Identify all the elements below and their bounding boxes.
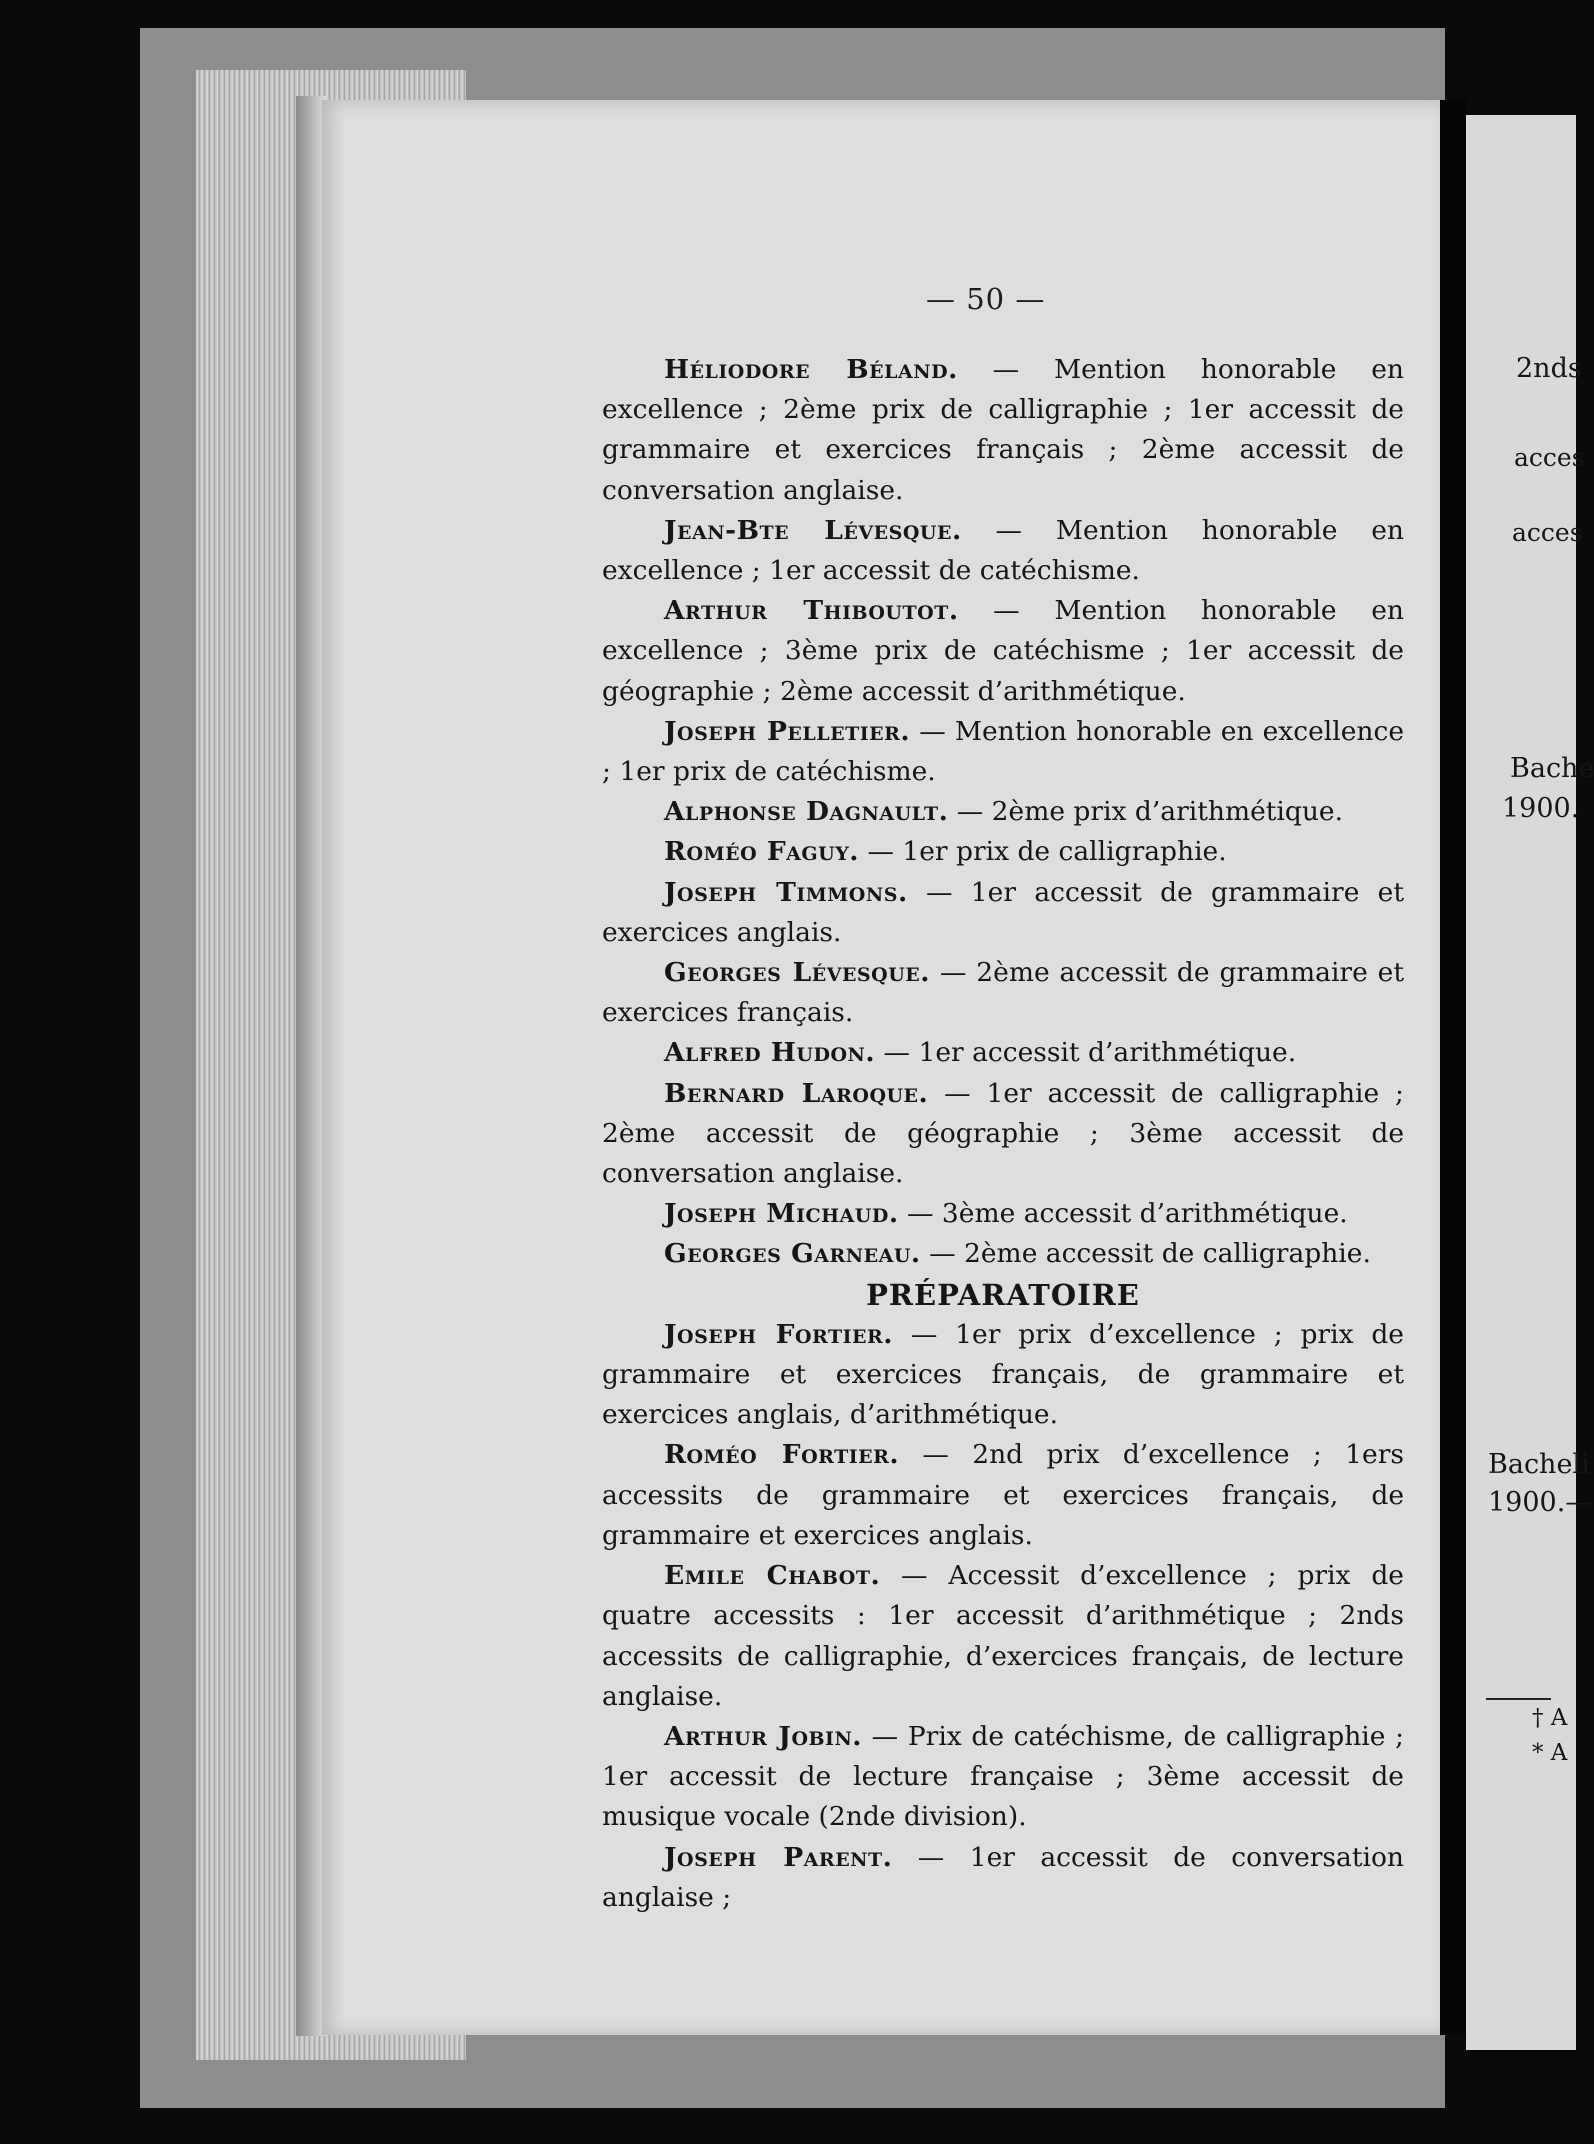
entry-text: — 3ème accessit d’arithmétique. xyxy=(898,1198,1348,1230)
entry-name: Bernard Laroque. xyxy=(664,1077,929,1109)
entry-1 xyxy=(602,350,1404,511)
entry-name: Joseph Timmons. xyxy=(664,876,908,908)
entry-text: — Mention honorable en excellence ; 3ème prix de catéchisme ; 1er accessit de géographie ; 2ème accessit d’arithmétique. xyxy=(602,595,1404,707)
entry-14 xyxy=(602,1435,1404,1556)
entry-name: Emile Chabot. xyxy=(664,1560,881,1592)
entry-12 xyxy=(602,1234,1404,1274)
entry-2 xyxy=(602,511,1404,591)
entry-name: Joseph Pelletier. xyxy=(664,715,911,747)
entry-name: Alphonse Dagnault. xyxy=(664,796,949,828)
entry-name: Joseph Parent. xyxy=(664,1841,893,1873)
facing-page-text: Bache xyxy=(1510,753,1594,784)
section-heading: PRÉPARATOIRE xyxy=(866,1277,1140,1312)
entry-name: Joseph Fortier. xyxy=(664,1318,894,1350)
facing-page-text: 2nds xyxy=(1516,353,1582,384)
entry-text: — 2ème prix d’arithmétique. xyxy=(948,796,1344,828)
entry-text: — 2ème accessit de calligraphie. xyxy=(920,1238,1371,1270)
entry-name: Arthur Jobin. xyxy=(664,1720,863,1752)
entry-8 xyxy=(602,953,1404,1033)
facing-page-text: * A xyxy=(1532,1740,1568,1766)
entry-text: — Prix de catéchisme, de calligraphie ; 1er accessit de lecture française ; 3ème accessit de musique vocale (2nde division). xyxy=(602,1720,1405,1833)
entry-text: — Mention honorable en excellence ; 2ème prix de calligraphie ; 1er accessit de grammaire et exercices français ; 2ème accessit de conversation anglaise. xyxy=(602,354,1404,506)
entry-6 xyxy=(602,832,1404,872)
entry-16 xyxy=(602,1717,1404,1838)
entry-text: — 1er accessit de grammaire et exercices anglais. xyxy=(602,876,1405,948)
entry-name: Arthur Thiboutot. xyxy=(664,595,959,627)
page-gutter-shadow xyxy=(1440,100,1466,2035)
entry-text: — 1er accessit de calligraphie ; 2ème accessit de géographie ; 3ème accessit de conversation anglaise. xyxy=(602,1077,1404,1190)
entry-text: — 1er accessit d’arithmétique. xyxy=(875,1037,1297,1069)
entry-text: — 2nd prix d’excellence ; 1ers accessits de grammaire et exercices français, de grammaire et exercices anglais. xyxy=(602,1439,1404,1551)
facing-page-text: acces xyxy=(1512,518,1583,547)
footnote-rule xyxy=(1486,1698,1551,1700)
page-number: — 50 — xyxy=(926,282,1046,316)
entry-13 xyxy=(602,1315,1404,1436)
entry-text: — 1er prix d’excellence ; prix de grammaire et exercices français, de grammaire et exercices anglais, d’arithmétique. xyxy=(602,1318,1404,1431)
entry-10 xyxy=(602,1074,1404,1195)
entry-5 xyxy=(602,792,1404,832)
entry-17 xyxy=(602,1838,1404,1918)
entry-text: — Mention honorable en excellence ; 1er prix de catéchisme. xyxy=(602,715,1405,788)
facing-page-text: acces xyxy=(1514,443,1585,472)
entry-name: Georges Garneau. xyxy=(664,1238,921,1270)
page-text xyxy=(602,350,1404,1918)
facing-page-text: 1900.— xyxy=(1488,1487,1593,1518)
entry-name: Héliodore Béland. xyxy=(664,354,958,385)
entry-name: Alfred Hudon. xyxy=(664,1037,876,1069)
entry-text: — Accessit d’excellence ; prix de quatre accessits : 1er accessit d’arithmétique ; 2nds accessits de calligraphie, d’exercices français, de lecture anglaise. xyxy=(602,1560,1404,1712)
entry-9 xyxy=(602,1033,1404,1073)
entry-text: — 1er accessit de conversation anglaise ; xyxy=(602,1841,1404,1913)
entry-15 xyxy=(602,1556,1404,1717)
facing-page xyxy=(1466,115,1594,2050)
entry-text: — 2ème accessit de grammaire et exercices français. xyxy=(602,957,1404,1029)
facing-page-text: 1900. xyxy=(1502,793,1580,824)
entry-3 xyxy=(602,591,1404,712)
entry-name: Georges Lévesque. xyxy=(664,957,930,989)
entry-11 xyxy=(602,1194,1404,1234)
facing-page-text: Bacheli xyxy=(1488,1449,1590,1480)
entry-4 xyxy=(602,712,1404,792)
entry-text: — 1er prix de calligraphie. xyxy=(859,836,1227,868)
entry-name: Jean-Bte Lévesque. xyxy=(664,514,962,546)
entry-name: Joseph Michaud. xyxy=(664,1198,899,1230)
facing-page-text: † A xyxy=(1532,1705,1568,1731)
entry-name: Roméo Fortier. xyxy=(664,1439,900,1471)
entry-7 xyxy=(602,873,1404,953)
entry-name: Roméo Faguy. xyxy=(664,836,860,868)
entry-text: — Mention honorable en excellence ; 1er accessit de catéchisme. xyxy=(602,514,1404,587)
